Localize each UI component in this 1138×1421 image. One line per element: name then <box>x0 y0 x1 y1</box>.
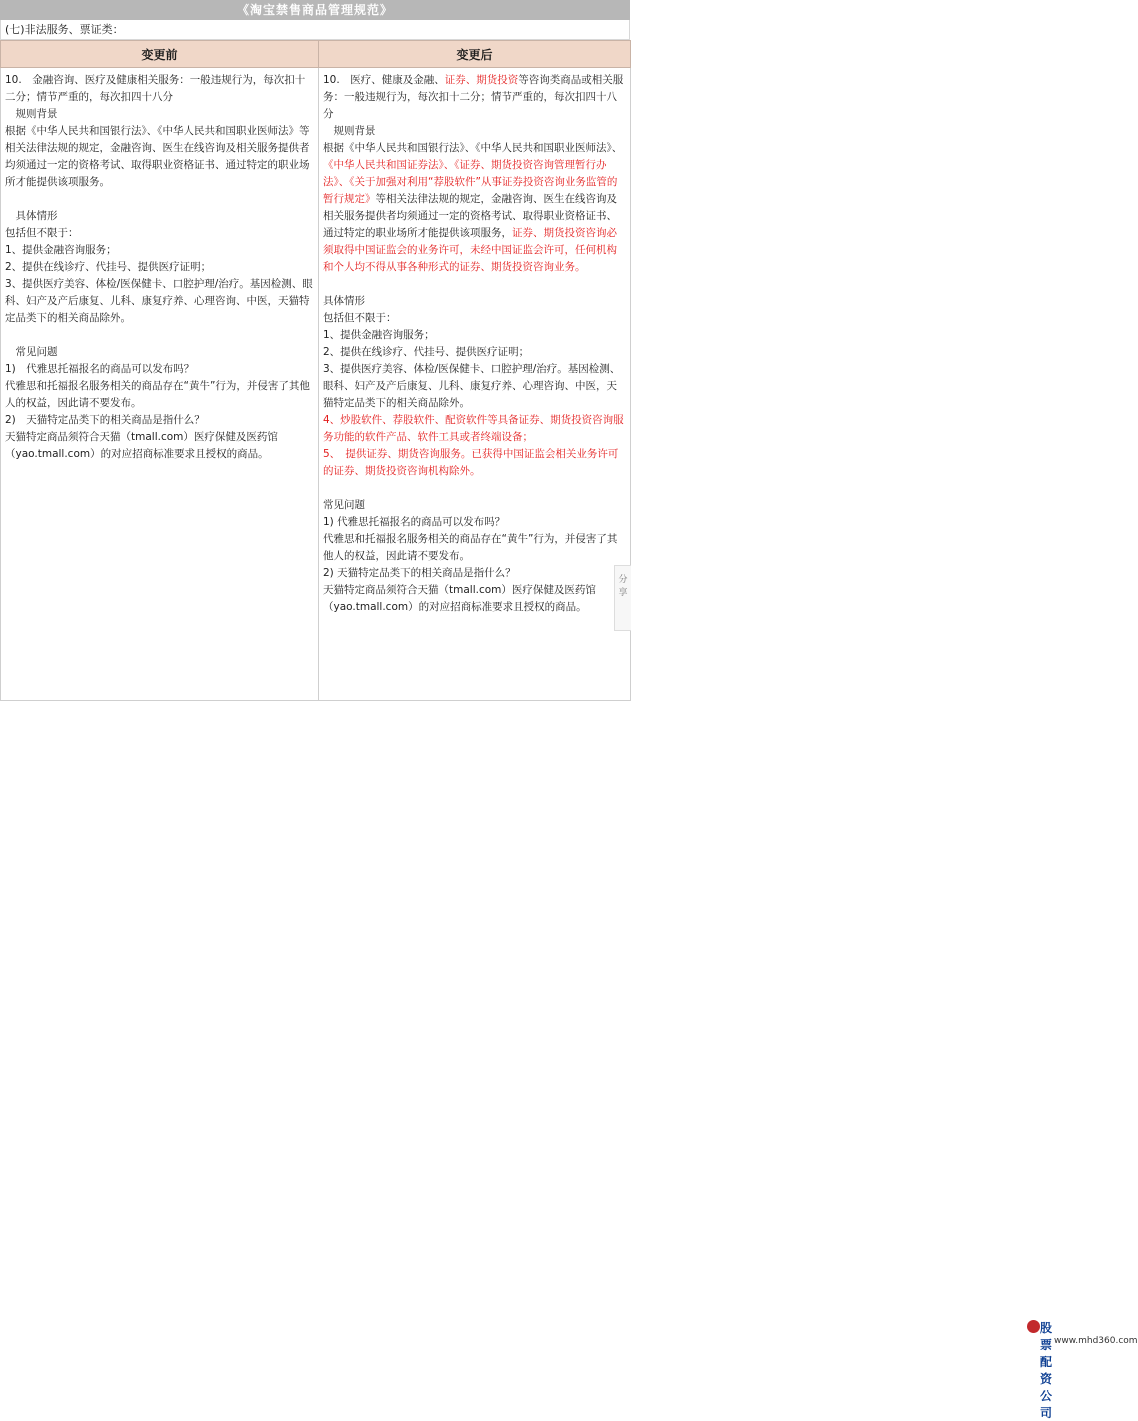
after-faq-a1: 代雅思和托福报名服务相关的商品存在“黄牛”行为，并侵害了其他人的权益，因此请不要发布。 <box>323 533 618 562</box>
after-rule-highlight: 证券、期货投资 <box>444 74 519 86</box>
after-situation-title: 具体情形 <box>323 295 365 307</box>
after-background-highlight-2: 证券、期货投资咨询必须取得中国证监会的业务许可，未经中国证监会许可，任何机构和个人均不得从事各种形式的证券、期货投资咨询业务。 <box>323 227 617 273</box>
after-background-highlight: 《中华人民共和国证券法》、《证券、期货投资咨询管理暂行办法》、《关于加强对利用“荐股软件”从事证券投资咨询业务监管的暂行规定》 <box>323 159 618 205</box>
table-header-row <box>1 41 631 68</box>
list-item: 2、提供在线诊疗、代挂号、提供医疗证明； <box>323 346 530 358</box>
before-background-text: 根据《中华人民共和国银行法》、《中华人民共和国职业医师法》等相关法律法规的规定，金融咨询、医生在线咨询及相关服务提供者均须通过一定的资格考试、取得职业资格证书、通过特定的职业场所才能提供该项服务。 <box>5 125 310 188</box>
before-rule: 10. 金融咨询、医疗及健康相关服务：一般违规行为，每次扣十二分；情节严重的，每次扣四十八分 <box>5 74 306 103</box>
before-faq-a2-line2: （yao.tmall.com）的对应招商标准要求且授权的商品。 <box>5 448 269 460</box>
section-heading: (七)非法服务、票证类： <box>0 20 630 40</box>
after-background-title: 规则背景 <box>323 125 376 137</box>
header-after: 变更后 <box>319 41 631 68</box>
before-column <box>1 68 319 701</box>
list-item: 3、提供医疗美容、体检/医保健卡、口腔护理/治疗。基因检测、眼科、妇产及产后康复、儿科、康复疗养、心理咨询、中医，天猫特定品类下的相关商品除外。 <box>323 363 621 409</box>
before-faq-title: 常见问题 <box>5 346 58 358</box>
header-before: 变更前 <box>1 41 319 68</box>
before-situation-intro: 包括但不限于： <box>5 227 79 239</box>
after-rule: 10. 医疗、健康及金融、证券、期货投资等咨询类商品或相关服务：一般违规行为，每次扣十二分；情节严重的，每次扣四十八分 <box>323 74 624 120</box>
share-label: 分享 <box>618 575 628 598</box>
after-faq-a2-line2: （yao.tmall.com）的对应招商标准要求且授权的商品。 <box>323 601 587 613</box>
list-item: 1、提供金融咨询服务； <box>323 329 435 341</box>
before-faq-a2-line1: 天猫特定商品须符合天猫（tmall.com）医疗保健及医药馆 <box>5 431 278 443</box>
before-faq-a1: 代雅思和托福报名服务相关的商品存在“黄牛”行为，并侵害了其他人的权益，因此请不要发布。 <box>5 380 310 409</box>
after-situation-intro: 包括但不限于： <box>323 312 397 324</box>
list-item: 3、提供医疗美容、体检/医保健卡、口腔护理/治疗。基因检测、眼科、妇产及产后康复、儿科、康复疗养、心理咨询、中医，天猫特定品类下的相关商品除外。 <box>5 278 313 324</box>
watermark-url: www.mhd360.com <box>1054 1336 1138 1346</box>
share-side-tab[interactable] <box>614 565 631 631</box>
after-faq-a2-line1: 天猫特定商品须符合天猫（tmall.com）医疗保健及医药馆 <box>323 584 596 596</box>
after-faq-q1: 1) 代雅思托福报名的商品可以发布吗？ <box>323 516 506 528</box>
watermark-title: 股票配资公司 <box>1040 1321 1054 1420</box>
watermark <box>513 658 1138 1420</box>
after-column <box>319 68 631 701</box>
list-item-new-4: 4、炒股软件、荐股软件、配资软件等具备证券、期货投资咨询服务功能的软件产品、软件工具或者终端设备； <box>323 414 624 443</box>
list-item: 1、提供金融咨询服务； <box>5 244 117 256</box>
after-background-text: 根据《中华人民共和国银行法》、《中华人民共和国职业医师法》、《中华人民共和国证券法》、《证券、期货投资咨询管理暂行办法》、《关于加强对利用“荐股软件”从事证券投资咨询业务监管的暂行规定》等相关法律法规的规定，金融咨询、医生在线咨询及相关服务提供者均须通过一定的资格考试、取得职业资格证书、通过特定的职业场所才能提供该项服务，证券、期货投资咨询必须取得中国证监会的业务许可，未经中国证监会许可，任何机构和个人均不得从事各种形式的证券、期货投资咨询业务。 <box>323 142 623 273</box>
after-faq-title: 常见问题 <box>323 499 365 511</box>
page-banner-title: 《淘宝禁售商品管理规范》 <box>0 0 630 20</box>
watermark-logo-icon <box>1027 1320 1040 1333</box>
before-situation-title: 具体情形 <box>5 210 58 222</box>
list-item-new-5: 5、 提供证券、期货咨询服务。已获得中国证监会相关业务许可的证券、期货投资咨询机构除外。 <box>323 448 619 477</box>
before-faq-q1: 1) 代雅思托福报名的商品可以发布吗？ <box>5 363 195 375</box>
before-faq-q2: 2) 天猫特定品类下的相关商品是指什么？ <box>5 414 205 426</box>
table-row <box>1 68 631 701</box>
comparison-table <box>0 40 631 701</box>
list-item: 2、提供在线诊疗、代挂号、提供医疗证明； <box>5 261 212 273</box>
after-faq-q2: 2) 天猫特定品类下的相关商品是指什么？ <box>323 567 516 579</box>
before-background-title: 规则背景 <box>5 108 58 120</box>
